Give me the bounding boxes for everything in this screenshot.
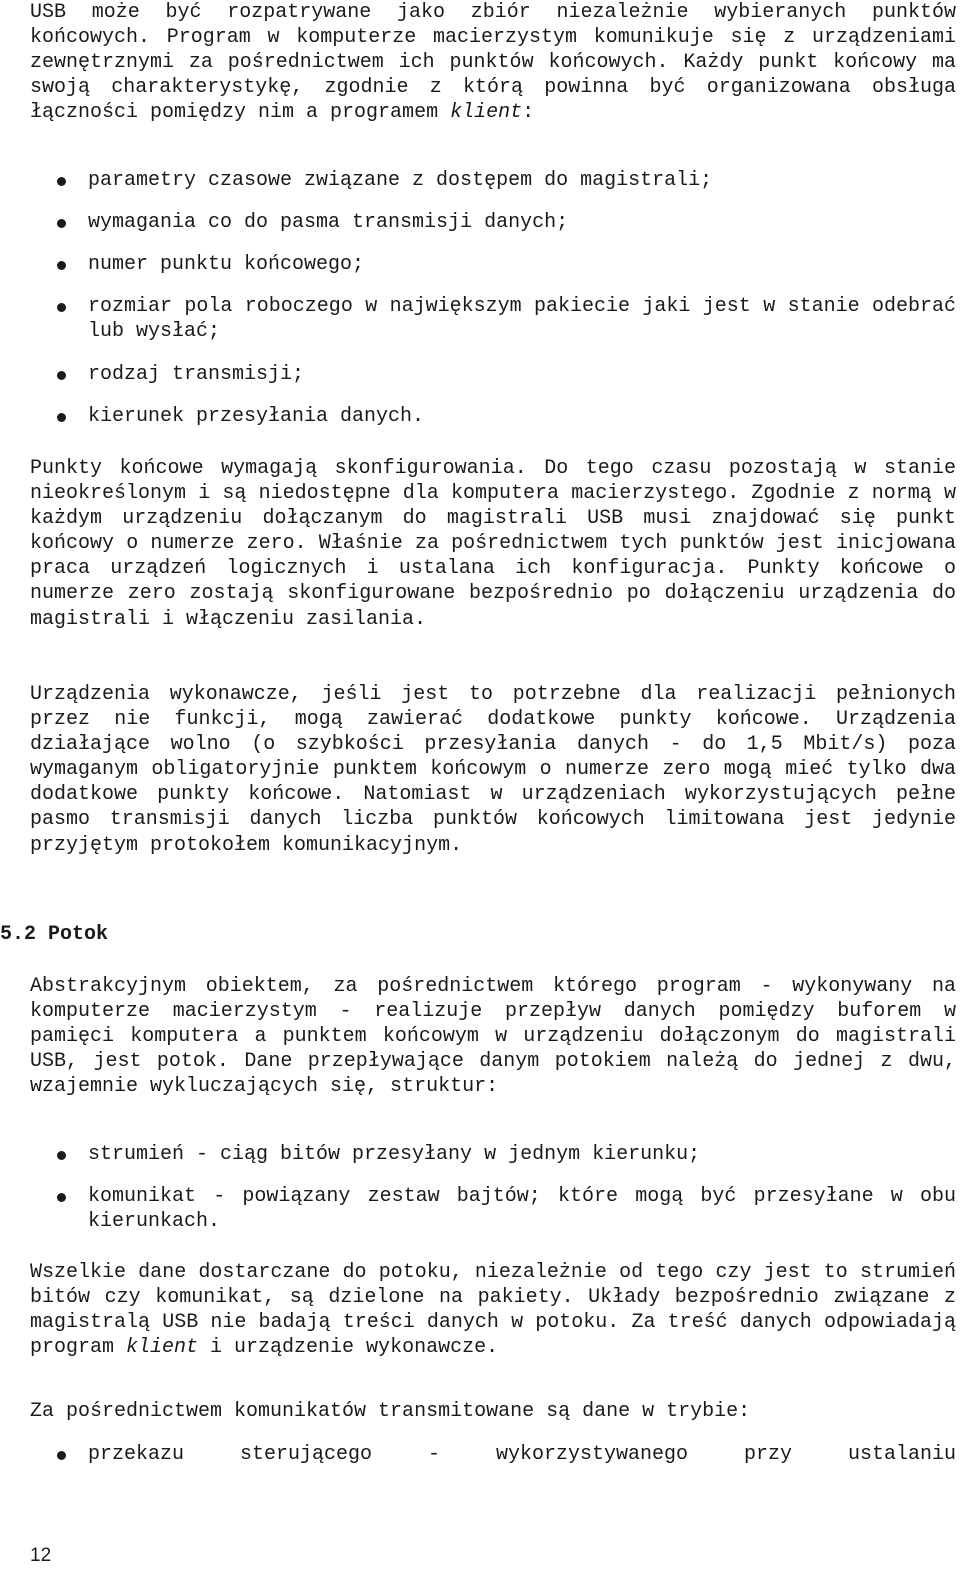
paragraph-text: Wszelkie dane dostarczane do potoku, niezależnie od tego czy jest to strumień bitów czy komunikat, są dzielone na pakiety. Układy bezpośrednio związane z magistralą USB nie badają treści danych w potoku. Za treść danych odpowiadają program <box>30 1261 956 1360</box>
italic-term-klient: klient <box>126 1336 199 1360</box>
bullet-icon <box>57 1451 66 1460</box>
paragraph-packets <box>30 1260 956 1360</box>
bullet-icon <box>57 371 66 380</box>
section-heading: 5.2 Potok <box>0 923 109 946</box>
paragraph-endpoints-intro <box>30 0 956 125</box>
bullet-icon <box>57 1193 66 1202</box>
bullet-icon <box>57 219 66 228</box>
bullet-icon <box>57 261 66 270</box>
paragraph-endpoint-configuration: Punkty końcowe wymagają skonfigurowania. Do tego czasu pozostają w stanie nieokreślonym i są niedostępne dla komputera macierzystego. Zgodnie z normą w każdym urządzeniu dołączanym do magistrali USB musi znajdować się punkt końcowy o numerze zero. Właśnie za pośrednictwem tych punktów jest inicjowana praca urządzeń logicznych i ustalana ich konfiguracja. Punkty końcowe o numerze zero zostają skonfigurowane bezpośrednio po dołączeniu urządzenia do magistrali i włączeniu zasilania. <box>30 457 956 631</box>
paragraph-tail: : <box>522 101 535 125</box>
document-page: USB może być rozpatrywane jako zbiór niezależnie wybieranych punktów końcowych. Program w komputerze macierzystym komunikuje się z urządzeniami zewnętrznymi za pośrednictwem ich punktów końcowych. Każdy punkt końcowy ma swoją charakterystykę, zgodnie z którą powinna być organizowana obsługa łączności pomiędzy nim a programem klient: parametry czasowe związane z dostępem do magistrali; wymagania co do pasma transmisji danych; numer punktu końcowego; rozmiar pola roboczego w największym pakiecie jaki jest w stanie odebrać lub wysłać; rodzaj transmisji; kierunek przesyłania danych. Punkty końcowe wymagają skonfigurowania. Do tego czasu pozostają w stanie nieokreślonym i są niedostępne dla komputera macierzystego. Zgodnie z normą w każdym urządzeniu dołączanym do magistrali USB musi znajdować się punkt końcowy o numerze zero. Właśnie za pośrednictwem tych punktów jest inicjowana praca urządzeń logicznych i ustalana ich konfiguracja. Punkty końcowe o numerze zero zostają skonfigurowane bezpośrednio po dołączeniu urządzenia do magistrali i włączeniu zasilania. Urządzenia wykonawcze, jeśli jest to potrzebne dla realizacji pełnionych przez nie funkcji, mogą zawierać dodatkowe punkty końcowe. Urządzenia działające wolno (o szybkości przesyłania danych - do 1,5 Mbit/s) poza wymaganym obligatoryjnie punktem końcowym o numerze zero mogą mieć tylko dwa dodatkowe punkty końcowe. Natomiast w urządzeniach wykorzystujących pełne pasmo transmisji danych liczba punktów końcowych limitowana jest jedynie przyjętym protokołem komunikacyjnym. 5.2 Potok Abstrakcyjnym obiektem, za pośrednictwem którego program - wykonywany na komputerze macierzystym - realizuje przepływ danych pomiędzy buforem w pamięci komputera a punktem końcowym w urządzeniu dołączonym do magistrali USB, jest potok. Dane przepływające danym potokiem należą do jednej z dwu, wzajemnie wykluczających się, struktur: strumień - ciąg bitów przesyłany w jednym kierunku; komunikat - powiązany zestaw bajtów; które mogą być przesyłane w obu kierunkach. Wszelkie dane dostarczane do potoku, niezależnie od tego czy jest to strumień bitów czy komunikat, są dzielone na pakiety. Układy bezpośrednio związane z magistralą USB nie badają treści danych w potoku. Za treść danych odpowiadają program klient i urządzenie wykonawcze. Za pośrednictwem komunikatów transmitowane są dane w trybie: przekazu sterującego - wykorzystywanego przy ustalaniu 12 <box>0 1 956 1566</box>
bullet-icon <box>57 177 66 186</box>
paragraph-text: USB może być rozpatrywane jako zbiór niezależnie wybieranych punktów końcowych. Program w komputerze macierzystym komunikuje się z urządzeniami zewnętrznymi za pośrednictwem ich punktów końcowych. Każdy punkt końcowy ma swoją charakterystykę, zgodnie z którą powinna być organizowana obsługa łączności pomiędzy nim a programem <box>30 1 956 125</box>
bullet-icon <box>57 1151 66 1160</box>
paragraph-additional-endpoints: Urządzenia wykonawcze, jeśli jest to potrzebne dla realizacji pełnionych przez nie funkcji, mogą zawierać dodatkowe punkty końcowe. Urządzenia działające wolno (o szybkości przesyłania danych - do 1,5 Mbit/s) poza wymaganym obligatoryjnie punktem końcowym o numerze zero mogą mieć tylko dwa dodatkowe punkty końcowe. Natomiast w urządzeniach wykorzystujących pełne pasmo transmisji danych liczba punktów końcowych limitowana jest jedynie przyjętym protokołem komunikacyjnym. <box>30 683 956 857</box>
paragraph-pipe-definition: Abstrakcyjnym obiektem, za pośrednictwem którego program - wykonywany na komputerze macierzystym - realizuje przepływ danych pomiędzy buforem w pamięci komputera a punktem końcowym w urządzeniu dołączonym do magistrali USB, jest potok. Dane przepływające danym potokiem należą do jednej z dwu, wzajemnie wykluczających się, struktur: <box>30 975 956 1099</box>
page-number: 12 <box>30 1545 52 1566</box>
paragraph-message-modes: Za pośrednictwem komunikatów transmitowane są dane w trybie: <box>30 1400 751 1423</box>
italic-term-klient: klient <box>450 101 523 125</box>
paragraph-tail: i urządzenie wykonawcze. <box>198 1336 499 1360</box>
bullet-icon <box>57 413 66 422</box>
bullet-icon <box>57 303 66 312</box>
